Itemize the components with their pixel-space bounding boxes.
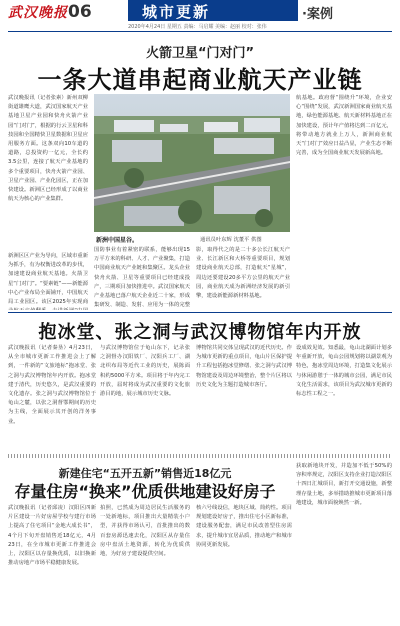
article-divider-1 [8, 312, 392, 313]
article2-headline: 抱冰堂、张之洞与武汉博物馆年内开放 [38, 322, 362, 343]
article1-column-1: 武汉晚报讯（记者张素）新州双柳街道雄鹰大道，武汉国家航天产业基地卫星产业园和快舟火箭产业园“门对门”，根据的行云卫星和科技园和全国精快卫星数据和卫星应用服务方面。这条双向10车道的道路，总投资约一亿元，全长约3.5公里，连接了航天产业基地的多个重要项目，快舟火箭产业园、卫星产业园、产业化园区，正在加快建设。新洲区已经形成了以商业航天为核心的产业集群。 [8, 95, 88, 203]
article2-column-2: 与武汉博物馆位于龟山东下，记录张之洞督办汉阳铁厂、汉阳兵工厂、湖北织布局等近代工业的历史，展陈面积约5000平方米。项目将于年内完工开放，届时将成为武汉重要的文化旅游目的地，展示城市历史文脉。 [100, 345, 190, 398]
article2-column-3: 博物馆共同交体呈现武汉的近代历史。作为城市更新的重点项目，龟山片区保护提升工程包括抱冰堂修缮、张之洞与武汉博物馆建设及周边环境整治，整个片区将以历史文化为主题打造城市客厅。 [196, 345, 292, 388]
article3-column-4: 获取新地块开发，并造加不低于50%的容积率规定，汉阳区支持企业打造汉阳区十四日汇城项目，新打开交通设施，新整理存量土地，多举措助推城市更新项目落地建设，城市面貌焕然一新。 [296, 463, 392, 506]
section-title: 城市更新 [142, 3, 211, 21]
article-divider-2 [8, 454, 392, 458]
article3-kicker: 新建住宅“五开五新”销售近18亿元 [58, 467, 232, 480]
photo-credit: 通讯员叶东辉 沈董平 供图 [200, 237, 262, 243]
article1-column-2: 新洲区区产业为导向，区域市重新为抓手，有为权衡进改革的步伐，加速建设商业航天基地。火箭卫星“门对门”。“要素链”——新能源中心产业布局全面铺开，中国航天局工业园区。该区2025年实现商 [8, 253, 88, 306]
section-banner [128, 0, 298, 21]
article3-headline: 存量住房“换来”优质供地建设好房子 [14, 482, 276, 501]
article2-column-4: 设成效见效。知悉最，龟山北湖面计划多年重新开放，龟山公园规划将以湖景观为特色，抱冰堂周边环境，打造集文化展示与休闲游憩于一体的城市公园，满足市民文化生活需求，该项目为武汉城市更新的标志性工程之一。 [296, 345, 392, 398]
photo-caption-location: 新洲中国星谷。 [96, 237, 139, 244]
dateline: 2020年4月24日 星期五 责编：马启耀 美编：赵丽 校对：张伟 [128, 24, 267, 30]
page-header [0, 0, 400, 34]
article3-column-1: 武汉晚报讯（记者邱凌）汉阳区四新片区建设一片好房屋学校与建行市场上提高了住宅项目“金地大成长书”，4个月下旬开盘销售近18亿元，4月23日，在全市城市更新工作推进会上，汉阳区以存量换优质，以旧换新推动房地产市场平稳健康发展。 [8, 505, 96, 567]
article1-headline: 一条大道串起商业航天产业链 [37, 66, 363, 94]
aerial-photo-rocket-satellite-park [94, 94, 290, 232]
article1-column-5: 航基地。政府督“围绕升”环境，企业安心“围绕”发展，武汉新洲国家商业航天基地，绿色能源基地、航天新材料基地正在加快建设，预计年产值将达到二百亿元，将带动地方就业上万人，新洲商业航天“门对门”效应日益凸显，产业生态不断完善，成为全国商业航天发展新高地。 [296, 95, 392, 157]
section-subtitle: ·案例 [302, 7, 333, 22]
page-number: 06 [68, 2, 92, 22]
article3-column-2: 拍照，已然成为周边居民生活服务的一处新地标，项目推出大量精装小户型，并获得市场认可，首批推出的数百套房源迅速去化，汉阳区从存量住房中盘活土地资源，转化为优质供地，为好房子建设提供空间。 [100, 505, 190, 558]
article1-kicker: 火箭卫星“门对门” [145, 46, 255, 61]
article1-column-4: 影，取得代之的是二十多公长江航天产业、长江新区和大桥等重要项目，规划建设商业航天总部，打造航天“星城”，周边还要建设20多平方公里的航天产业园，商业航天成为新洲经济发展的新引擎，建设新能源新材料基地。 [196, 247, 290, 300]
article3-column-3: 核六号线设信，地块区域、简约性。项目规划建设好房子，推出住宅小区新标准，建设服务配套，满足市民改善型住房需求，提升城市宜居品质，推动地产和城市协同更新发展。 [196, 505, 292, 548]
newspaper-masthead: 武汉晚报 [8, 5, 68, 21]
article1-column-3: 国防事业有着紧密的联系，能够出现15万平方米的科研、人才、产业聚集，打造中国商业航天产业链和集聚区。龙头企业快舟火箭、卫星等重要项目已经建成投产，三期项目加快推进中。武汉国家航天产业基地已落户航天企业近二十家，形成集研发、制造、发射、应用为一体的完整 [94, 247, 190, 308]
header-rule [8, 31, 392, 32]
article2-column-1: 武汉晚报讯（记者秦垦）4月23日，从全市城市更新工作推进会上了解到，一件新的“文旅地标”抱冰堂、张之洞与武汉博物馆年内开放。抱冰堂建于清代，历史悠久，是武汉重要的文化遗存。张之洞与武汉博物馆位于龟山之麓，以张之洞督鄂期间的历史为主线，全面展示其开创的洋务事业。 [8, 345, 96, 425]
